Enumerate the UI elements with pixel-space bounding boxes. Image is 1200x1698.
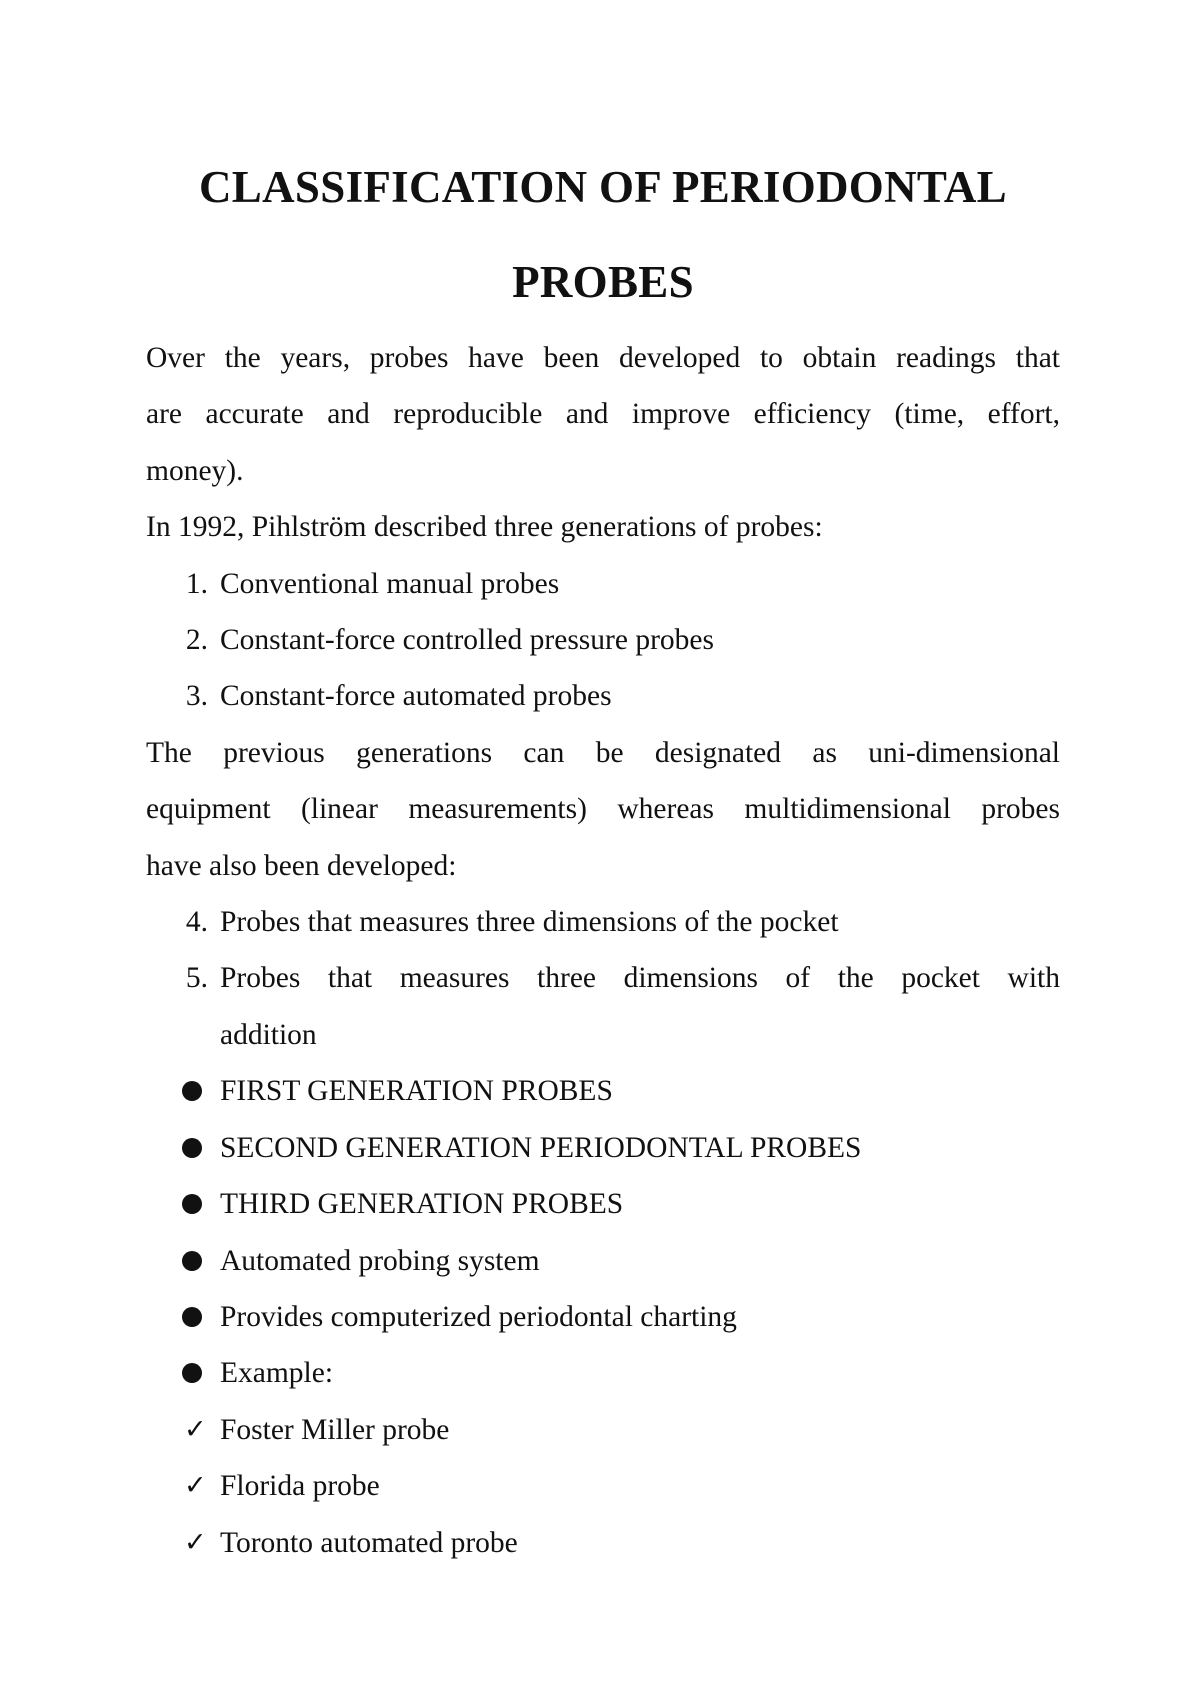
bullet-text: Automated probing system — [220, 1244, 540, 1277]
checkmark-icon: ✓ — [184, 1413, 207, 1445]
multidimensional-list — [146, 894, 1060, 1063]
document-page — [146, 140, 1060, 1571]
bullet-dot-icon — [182, 1363, 202, 1383]
list-item-text: Probes that measures three dimensions of the pocket — [220, 906, 839, 939]
example-list — [146, 1402, 1060, 1571]
title-line-2: PROBES — [512, 257, 694, 307]
previous-generations-paragraph — [146, 725, 1060, 894]
list-item-text-line-2: addition — [220, 1018, 317, 1051]
list-number: 1. — [185, 567, 208, 600]
bullet-dot-icon — [182, 1251, 202, 1271]
bullet-item — [146, 1063, 1060, 1119]
list-number: 3. — [185, 680, 208, 713]
list-item — [146, 612, 1060, 668]
list-item — [146, 894, 1060, 950]
bullet-item — [146, 1233, 1060, 1289]
example-text: Foster Miller probe — [220, 1413, 450, 1446]
list-item-text-line-1: Probes that measures three dimensions of the pocket with — [220, 962, 1060, 995]
previous-line-2: equipment (linear measurements) whereas multidimensional probes — [146, 793, 1060, 826]
bullet-dot-icon — [182, 1307, 202, 1327]
pihlstrom-line: In 1992, Pihlström described three generations of probes: — [146, 511, 823, 544]
bullet-text: THIRD GENERATION PROBES — [220, 1188, 624, 1221]
bullet-dot-icon — [182, 1138, 202, 1158]
pihlstrom-paragraph — [146, 499, 1060, 555]
bullet-text: Provides computerized periodontal charting — [220, 1300, 737, 1333]
bullet-item — [146, 1345, 1060, 1401]
previous-line-1: The previous generations can be designated as uni-dimensional — [146, 736, 1060, 769]
list-number: 2. — [185, 624, 208, 657]
list-item — [146, 668, 1060, 724]
bullet-text: Example: — [220, 1357, 334, 1390]
bullet-item — [146, 1289, 1060, 1345]
bullet-dot-icon — [182, 1081, 202, 1101]
bullet-text: FIRST GENERATION PROBES — [220, 1075, 613, 1108]
checkmark-icon: ✓ — [184, 1470, 207, 1502]
list-number: 4. — [185, 906, 208, 939]
document-title — [146, 140, 1060, 330]
list-item-text: Constant-force controlled pressure probes — [220, 624, 714, 657]
list-item-text: Constant-force automated probes — [220, 680, 612, 713]
checkmark-icon: ✓ — [184, 1526, 207, 1558]
example-text: Florida probe — [220, 1470, 380, 1503]
generations-list — [146, 556, 1060, 725]
list-item — [146, 950, 1060, 1063]
bullet-list — [146, 1063, 1060, 1401]
intro-line-2: are accurate and reproducible and improve efficiency (time, effort, — [146, 398, 1060, 431]
list-item — [146, 556, 1060, 612]
intro-paragraph — [146, 330, 1060, 499]
example-item — [146, 1515, 1060, 1571]
bullet-item — [146, 1176, 1060, 1232]
previous-line-3: have also been developed: — [146, 849, 457, 882]
list-number: 5. — [185, 962, 208, 995]
example-item — [146, 1458, 1060, 1514]
bullet-item — [146, 1120, 1060, 1176]
intro-line-1: Over the years, probes have been developed to obtain readings that — [146, 342, 1060, 374]
example-item — [146, 1402, 1060, 1458]
bullet-dot-icon — [182, 1194, 202, 1214]
example-text: Toronto automated probe — [220, 1526, 518, 1559]
title-line-1: CLASSIFICATION OF PERIODONTAL — [199, 162, 1007, 212]
list-item-text: Conventional manual probes — [220, 567, 560, 600]
intro-line-3: money). — [146, 454, 244, 487]
bullet-text: SECOND GENERATION PERIODONTAL PROBES — [220, 1131, 862, 1164]
